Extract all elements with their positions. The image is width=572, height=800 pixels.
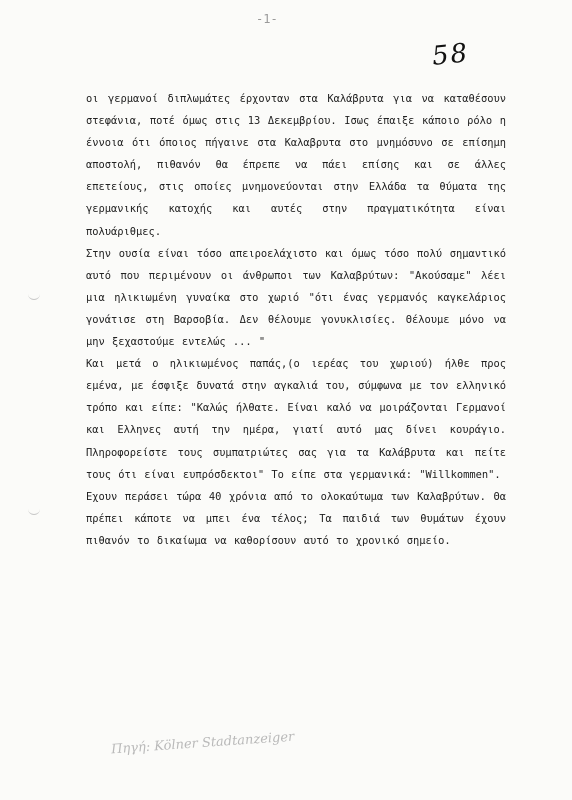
paragraph-3: Και μετά ο ηλικιωμένος παπάς,(ο ιερέας του χωριού) ήλθε προς εμένα, με έσφιξε δυνατά στην αγκαλιά του, σύμφωνα με τον ελληνικό τρόπο και είπε: "Καλώς ήλθατε. Είναι καλό να μοιράζονται Γερμανοί και Ελληνες αυτή την ημέρα, γιατί αυτό μας δίνει κουράγιο. Πληροφορείστε τους συμπατριώτες σας για τα Καλάβρυτα και πείτε τους ότι είναι ευπρόσδεκτοι" Το είπε στα γερμανικά: "Willkommen".: [86, 358, 506, 481]
punch-hole-mark: [28, 508, 40, 515]
document-body: [86, 88, 506, 552]
handwritten-page-number: 58: [430, 38, 471, 72]
punch-hole-mark: [28, 293, 40, 300]
source-note: Πηγή: Kölner Stadtanzeiger: [110, 729, 295, 758]
paragraph-1: οι γερμανοί διπλωμάτες έρχονταν στα Καλάβρυτα για να καταθέσουν στεφάνια, ποτέ όμως στις 13 Δεκεμβρίου. Ισως έπαιξε κάποιο ρόλο η έννοια ότι όποιος πήγαινε στα Καλαβρυτα στο μνημόσυνο σε επίσημη αποστολή, πιθανόν θα έπρεπε να πάει επίσης και σε άλλες επετείους, στις οποίες μνημονεύονται στην Ελλάδα τα θύματα της γερμανικής κατοχής και αυτές στην πραγματικότητα είναι πολυάριθμες.: [86, 93, 506, 238]
paragraph-2: Στην ουσία είναι τόσο απειροελάχιστο και όμως τόσο πολύ σημαντικό αυτό που περιμένουν οι άνθρωποι των Καλαβρύτων: "Ακούσαμε" λέει μια ηλικιωμένη γυναίκα στο χωριό "ότι ένας γερμανός καγκελάριος γονάτισε στη Βαρσοβία. Δεν θέλουμε γονυκλισίες. Θέλουμε μόνο να μην ξεχαστούμε εντελώς ... ": [86, 247, 506, 349]
page-number: -1-: [256, 12, 278, 26]
paragraph-4: Εχουν περάσει τώρα 40 χρόνια από το ολοκαύτωμα των Καλαβρύτων. Θα πρέπει κάποτε να μπει ένα τέλος; Τα παιδιά των θυμάτων έχουν πιθανόν το δικαίωμα να καθορίσουν αυτό το χρονικό σημείο.: [86, 490, 506, 547]
